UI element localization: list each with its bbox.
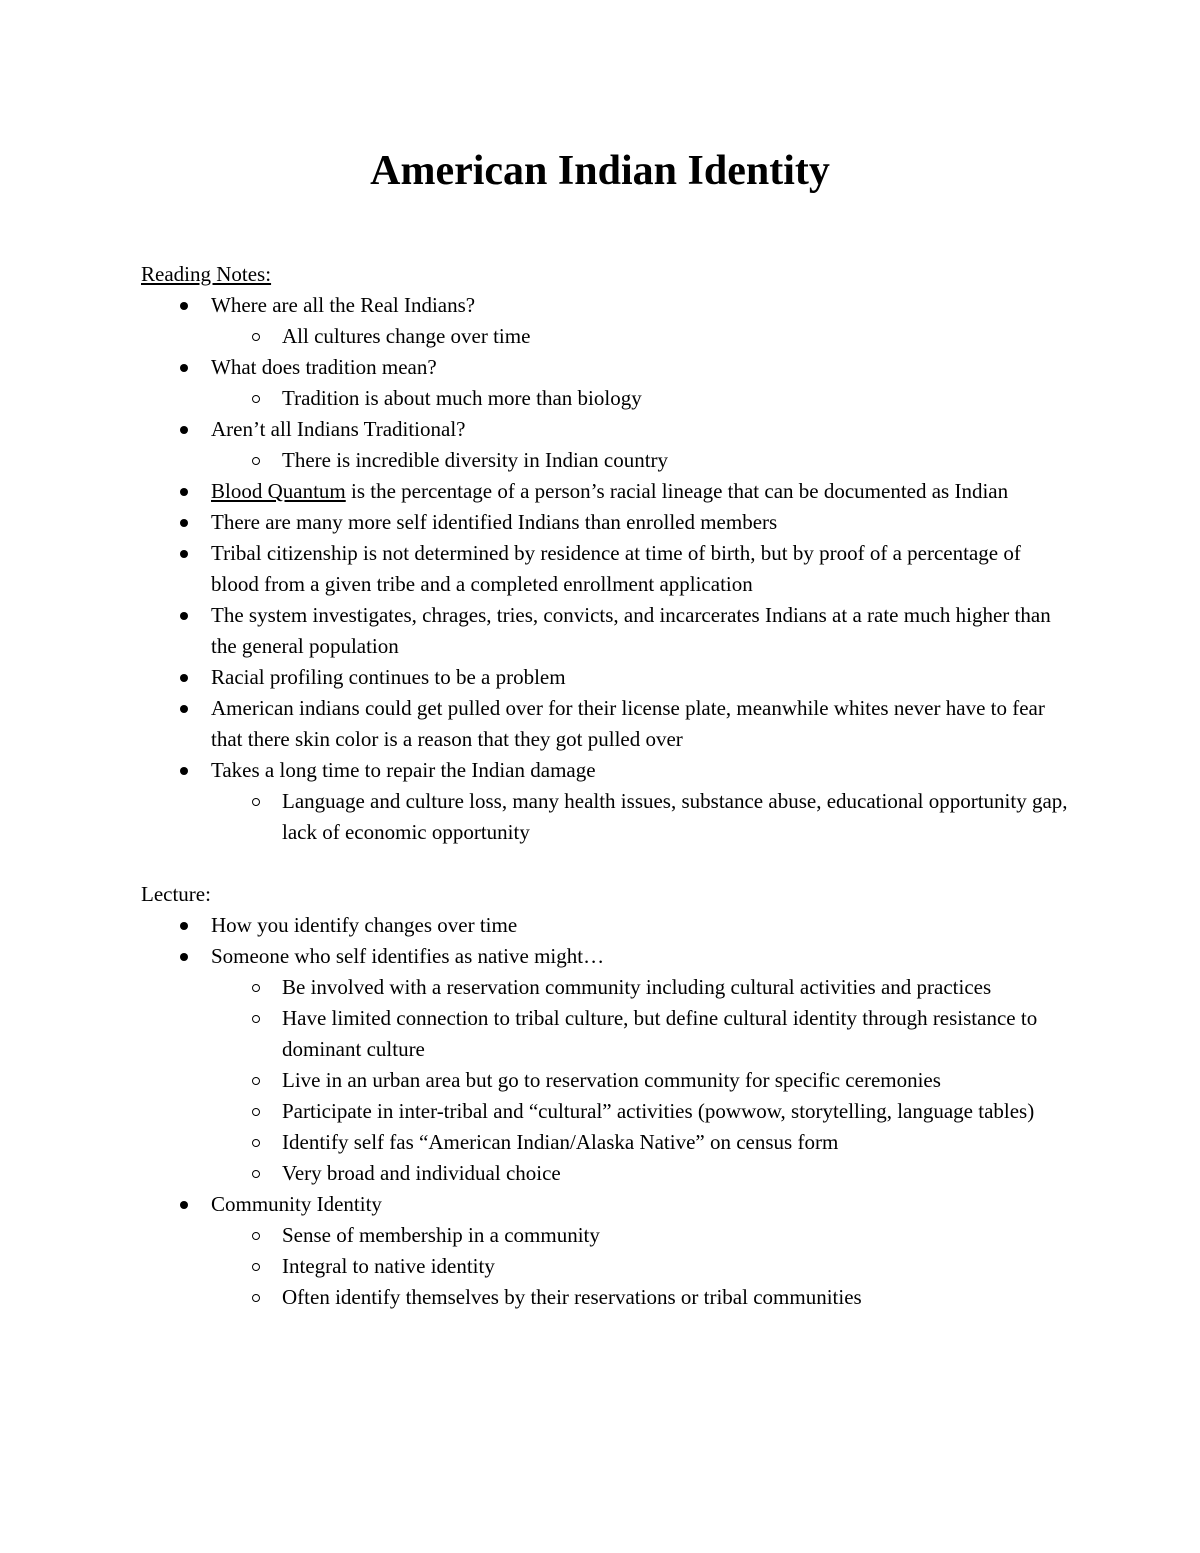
hollow-bullet-icon — [252, 457, 260, 465]
lecture-section — [141, 879, 1071, 1313]
sub-list-item-text: Live in an urban area but go to reservation community for specific ceremonies — [282, 1068, 941, 1092]
sub-list — [211, 786, 1071, 848]
sub-list — [211, 1220, 1071, 1313]
list-item — [211, 414, 1071, 476]
sub-list-item — [282, 1251, 1071, 1282]
reading-notes-list — [141, 290, 1071, 848]
list-item-text: There are many more self identified Indians than enrolled members — [211, 510, 778, 534]
list-item-text: Tribal citizenship is not determined by residence at time of birth, but by proof of a percentage of blood from a given tribe and a completed enrollment application — [211, 541, 1021, 596]
bullet-icon — [180, 953, 188, 961]
bullet-icon — [180, 674, 188, 682]
sub-list-item — [282, 321, 1071, 352]
sub-list-item-text: There is incredible diversity in Indian country — [282, 448, 669, 472]
list-item-text: Someone who self identifies as native might… — [211, 944, 605, 968]
list-item — [211, 1189, 1071, 1313]
sub-list-item — [282, 1220, 1071, 1251]
list-item — [211, 600, 1071, 662]
bullet-icon — [180, 767, 188, 775]
list-item — [211, 352, 1071, 414]
hollow-bullet-icon — [252, 1108, 260, 1116]
sub-list-item-text: Participate in inter-tribal and “cultural” activities (powwow, storytelling, language tables) — [282, 1099, 1035, 1123]
blood-quantum-term: Blood Quantum — [211, 479, 346, 503]
list-item-text: Aren’t all Indians Traditional? — [211, 417, 466, 441]
sub-list-item — [282, 972, 1071, 1003]
reading-notes-heading: Reading Notes: — [141, 262, 272, 286]
hollow-bullet-icon — [252, 333, 260, 341]
sub-list-item-text: Very broad and individual choice — [282, 1161, 561, 1185]
document-title: American Indian Identity — [370, 148, 830, 194]
bullet-icon — [180, 550, 188, 558]
list-item-text: The system investigates, chrages, tries, convicts, and incarcerates Indians at a rate much higher than the general population — [211, 603, 1051, 658]
list-item — [211, 538, 1071, 600]
sub-list-item-text: Be involved with a reservation community including cultural activities and practices — [282, 975, 992, 999]
list-item-text: Takes a long time to repair the Indian damage — [211, 758, 596, 782]
list-item-text: Racial profiling continues to be a problem — [211, 665, 566, 689]
sub-list-item-text: Have limited connection to tribal culture, but define cultural identity through resistance to dominant culture — [282, 1006, 1038, 1061]
bullet-icon — [180, 1201, 188, 1209]
sub-list-item — [282, 1282, 1071, 1313]
hollow-bullet-icon — [252, 1170, 260, 1178]
document-body — [141, 259, 1071, 1313]
bullet-icon — [180, 302, 188, 310]
lecture-list — [141, 910, 1071, 1313]
sub-list-item-text: Sense of membership in a community — [282, 1223, 600, 1247]
bullet-icon — [180, 426, 188, 434]
sub-list-item — [282, 1096, 1071, 1127]
list-item — [211, 476, 1071, 507]
hollow-bullet-icon — [252, 798, 260, 806]
sub-list-item — [282, 1127, 1071, 1158]
list-item — [211, 693, 1071, 755]
sub-list — [211, 321, 1071, 352]
sub-list-item — [282, 1065, 1071, 1096]
list-item — [211, 662, 1071, 693]
bullet-icon — [180, 364, 188, 372]
list-item-text: Where are all the Real Indians? — [211, 293, 476, 317]
hollow-bullet-icon — [252, 1232, 260, 1240]
sub-list-item — [282, 1158, 1071, 1189]
hollow-bullet-icon — [252, 1015, 260, 1023]
sub-list — [211, 383, 1071, 414]
sub-list-item-text: Language and culture loss, many health issues, substance abuse, educational opportunity gap, lack of economic opportunity — [282, 789, 1068, 844]
bullet-icon — [180, 488, 188, 496]
bullet-icon — [180, 705, 188, 713]
sub-list-item-text: Tradition is about much more than biology — [282, 386, 642, 410]
list-item-text: What does tradition mean? — [211, 355, 437, 379]
sub-list-item — [282, 786, 1071, 848]
hollow-bullet-icon — [252, 1077, 260, 1085]
hollow-bullet-icon — [252, 984, 260, 992]
reading-notes-section — [141, 259, 1071, 848]
sub-list-item — [282, 445, 1071, 476]
hollow-bullet-icon — [252, 1294, 260, 1302]
sub-list-item-text: Often identify themselves by their reservations or tribal communities — [282, 1285, 862, 1309]
hollow-bullet-icon — [252, 395, 260, 403]
list-item-text: American indians could get pulled over for their license plate, meanwhile whites never have to fear that there skin color is a reason that they got pulled over — [211, 696, 1045, 751]
lecture-heading: Lecture: — [141, 882, 211, 906]
list-item — [211, 507, 1071, 538]
sub-list-item-text: Identify self fas “American Indian/Alaska Native” on census form — [282, 1130, 839, 1154]
list-item — [211, 910, 1071, 941]
section-spacer — [141, 848, 1071, 879]
list-item — [211, 941, 1071, 1189]
sub-list — [211, 445, 1071, 476]
sub-list-item-text: Integral to native identity — [282, 1254, 495, 1278]
bullet-icon — [180, 519, 188, 527]
list-item-text: Community Identity — [211, 1192, 382, 1216]
hollow-bullet-icon — [252, 1139, 260, 1147]
list-item — [211, 755, 1071, 848]
sub-list — [211, 972, 1071, 1189]
list-item — [211, 290, 1071, 352]
list-item-text: is the percentage of a person’s racial lineage that can be documented as Indian — [345, 479, 1009, 503]
list-item-text: How you identify changes over time — [211, 913, 518, 937]
bullet-icon — [180, 922, 188, 930]
sub-list-item — [282, 383, 1071, 414]
sub-list-item — [282, 1003, 1071, 1065]
sub-list-item-text: All cultures change over time — [282, 324, 531, 348]
bullet-icon — [180, 612, 188, 620]
hollow-bullet-icon — [252, 1263, 260, 1271]
